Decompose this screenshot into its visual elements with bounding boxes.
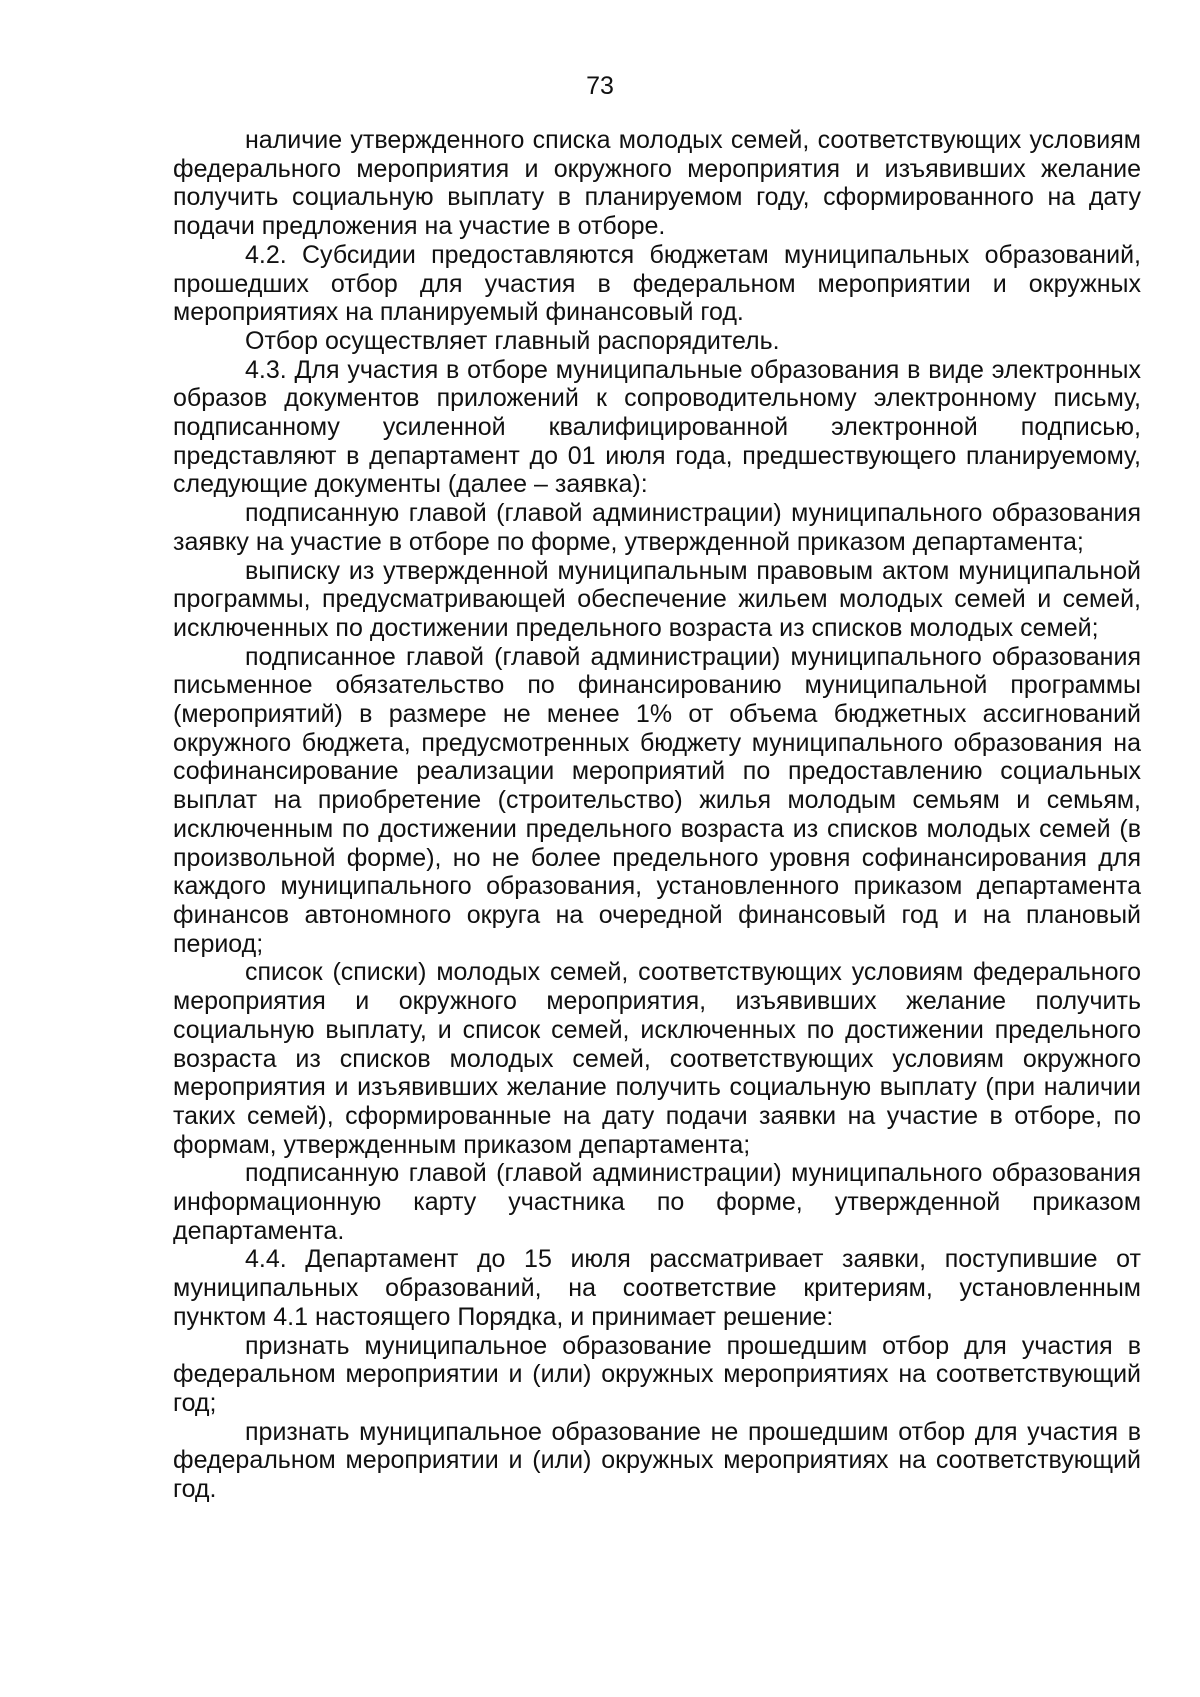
page-number: 73 <box>586 72 614 100</box>
paragraph-4-2: 4.2. Субсидии предоставляются бюджетам муниципальных образований, прошедших отбор для участия в федеральном мероприятии и окружных мероприятиях на планируемый финансовый год. <box>173 240 1141 327</box>
paragraph-list-availability: наличие утвержденного списка молодых семей, соответствующих условиям федерального мероприятия и окружного мероприятия и изъявивших желание получить социальную выплату в планируемом году, сформированного на дату подачи предложения на участие в отборе. <box>173 126 1141 241</box>
paragraph-4-4: 4.4. Департамент до 15 июля рассматривает заявки, поступившие от муниципальных образований, на соответствие критериям, установленным пунктом 4.1 настоящего Порядка, и принимает решение: <box>173 1245 1141 1331</box>
document-body <box>173 126 1141 1504</box>
paragraph-financing-obligation: подписанное главой (главой администрации) муниципального образования письменное обязательство по финансированию муниципальной программы (мероприятий) в размере не менее 1% от объема бюджетных ассигнований окружного бюджета, предусмотренных бюджету муниципального образования на софинансирование реализации мероприятий по предоставлению социальных выплат на приобретение (строительство) жилья молодым семьям и семьям, исключенным по достижении предельного возраста из списков молодых семей (в произвольной форме), но не более предельного уровня софинансирования для каждого муниципального образования, установленного приказом департамента финансов автономного округа на очередной финансовый год и на плановый период; <box>173 642 1141 958</box>
paragraph-decision-not-passed: признать муниципальное образование не прошедшим отбор для участия в федеральном мероприятии и (или) окружных мероприятиях на соответствующий год. <box>173 1417 1141 1504</box>
paragraph-family-lists: список (списки) молодых семей, соответствующих условиям федерального мероприятия и окружного мероприятия, изъявивших желание получить социальную выплату, и список семей, исключенных по достижении предельного возраста из списков молодых семей, соответствующих условиям окружного мероприятия и изъявивших желание получить социальную выплату (при наличии таких семей), сформированные на дату подачи заявки на участие в отборе, по формам, утвержденным приказом департамента; <box>173 958 1141 1159</box>
paragraph-information-card: подписанную главой (главой администрации) муниципального образования информационную карту участника по форме, утвержденной приказом департамента. <box>173 1159 1141 1245</box>
paragraph-application-form: подписанную главой (главой администрации) муниципального образования заявку на участие в отборе по форме, утвержденной приказом департамента; <box>173 499 1141 556</box>
paragraph-program-extract: выписку из утвержденной муниципальным правовым актом муниципальной программы, предусматривающей обеспечение жильем молодых семей и семей, исключенных по достижении предельного возраста из списков молодых семей; <box>173 556 1141 642</box>
paragraph-decision-passed: признать муниципальное образование прошедшим отбор для участия в федеральном мероприятии и (или) окружных мероприятиях на соответствующий год; <box>173 1331 1141 1417</box>
paragraph-selection-performer: Отбор осуществляет главный распорядитель. <box>245 326 780 355</box>
paragraph-4-3: 4.3. Для участия в отборе муниципальные образования в виде электронных образов документов приложений к сопроводительному электронному письму, подписанному усиленной квалифицированной электронной подписью, представляют в департамент до 01 июля года, предшествующего планируемому, следующие документы (далее – заявка): <box>173 355 1141 499</box>
